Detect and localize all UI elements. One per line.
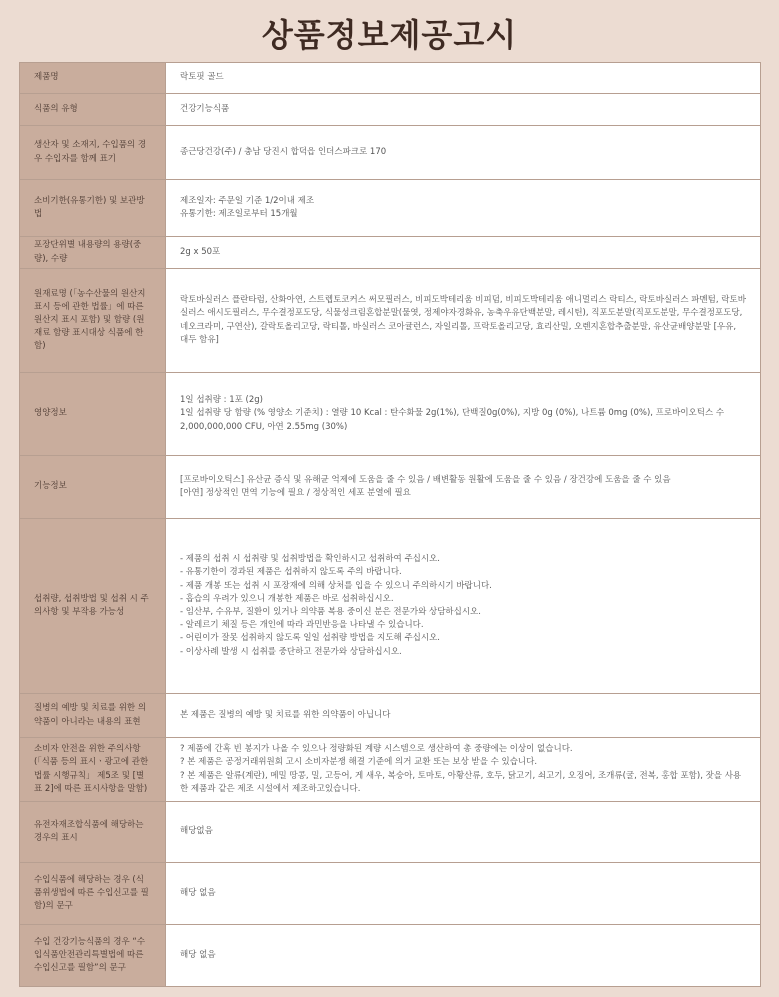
table-row <box>20 94 761 126</box>
table-row <box>20 373 761 456</box>
row-value <box>166 126 761 180</box>
table-row <box>20 180 761 237</box>
table-row <box>20 519 761 694</box>
value-line: [프로바이오틱스] 유산균 증식 및 유해균 억제에 도움을 줄 수 있음 / 배변활동 원활에 도움을 줄 수 있음 / 장건강에 도움을 줄 수 있음 <box>180 474 671 485</box>
value-line: - 임산부, 수유부, 질환이 있거나 의약품 복용 중이신 분은 전문가와 상담하십시오. <box>180 607 481 617</box>
row-value <box>166 738 761 802</box>
product-info-table <box>19 62 761 987</box>
table-row <box>20 269 761 373</box>
value-line: 1일 섭취량 : 1포 (2g) <box>180 395 263 406</box>
row-label: 유전자재조합식품에 해당하는 경우의 표시 <box>20 802 166 863</box>
value-line: [아연] 정상적인 면역 기능에 필요 / 정상적인 세포 분열에 필요 <box>180 488 411 498</box>
row-label: 생산자 및 소재지, 수입품의 경우 수입자를 함께 표기 <box>20 126 166 180</box>
row-value <box>166 519 761 694</box>
value-line: 건강기능식품 <box>180 103 230 114</box>
row-label: 영양정보 <box>20 373 166 456</box>
table-row <box>20 237 761 269</box>
value-line: 락토바실러스 플란타럼, 산화아연, 스트렙토코커스 써모필러스, 비피도박테리움 비피덤, 비피도박테리움 애니멀리스 락티스, 락토바실러스 파멘텀, 락토바실러스 애시도필러스, 무수결정포도당, 식물성크림혼합분말(물엿, 정제야자경화유, 농축우유단백분말, 레시틴), 직포도분말(직포도분말, 무수결정포도당, 네오크라미, 구연산), 갈락토올리고당, 락티톨, 바실러스 코아귤런스, 자일리톨, 프락토올리고당, 효리산밀, 오렌지혼합추출분말, 유산균배양분말 [우유, 대두 함유] <box>180 295 746 345</box>
row-label: 포장단위별 내용량의 용량(중량), 수량 <box>20 237 166 269</box>
row-value <box>166 925 761 987</box>
value-line: 해당없음 <box>180 826 213 837</box>
row-label: 섭취량, 섭취방법 및 섭취 시 주의사항 및 부작용 가능성 <box>20 519 166 694</box>
row-label: 질병의 예방 및 치료를 위한 의약품이 아니라는 내용의 표현 <box>20 694 166 738</box>
value-line: 해당 없음 <box>180 887 216 898</box>
value-line: ? 제품에 간혹 빈 봉지가 나올 수 있으나 정량화된 계량 시스템으로 생산하여 총 중량에는 이상이 없습니다. <box>180 744 573 755</box>
value-line: 1일 섭취량 당 함량 (% 영양소 기준치) : 열량 10 Kcal : 탄수화물 2g(1%), 단백질0g(0%), 지방 0g (0%), 나트륨 0mg (0%), 프로바이오틱스 수 2,000,000,000 CFU, 아연 2.55mg (30%) <box>180 408 725 432</box>
row-value <box>166 180 761 237</box>
table-row <box>20 738 761 802</box>
row-value <box>166 456 761 519</box>
table-row <box>20 802 761 863</box>
row-label: 수입식품에 해당하는 경우 (식품위생법에 따른 수입신고를 필함)의 문구 <box>20 863 166 925</box>
row-value <box>166 863 761 925</box>
table-row <box>20 456 761 519</box>
value-line: - 흡습의 우려가 있으니 개봉한 제품은 바로 섭취하십시오. <box>180 593 394 604</box>
table-row <box>20 694 761 738</box>
value-line: - 이상사례 발생 시 섭취를 중단하고 전문가와 상담하십시오. <box>180 646 402 657</box>
row-label: 소비자 안전을 위한 주의사항 (「식품 등의 표시ㆍ광고에 관한 법률 시행규칙」 제5조 및 [별표 2]에 따른 표시사항을 말함) <box>20 738 166 802</box>
row-value <box>166 94 761 126</box>
row-value <box>166 63 761 94</box>
value-line: 2g x 50포 <box>180 246 221 257</box>
row-value <box>166 237 761 269</box>
value-line: - 어린이가 잘못 섭취하지 않도록 일일 섭취량 방법을 지도해 주십시오. <box>180 633 440 644</box>
table-row <box>20 925 761 987</box>
value-line: 유통기한: 제조일로부터 15개월 <box>180 209 298 219</box>
row-label: 기능정보 <box>20 456 166 519</box>
value-line: 락토핏 골드 <box>180 72 224 83</box>
value-line: 제조일자: 주문일 기준 1/2이내 제조 <box>180 195 315 206</box>
row-value <box>166 269 761 373</box>
table-row <box>20 863 761 925</box>
row-label: 원재료명 (「농수산물의 원산지 표시 등에 관한 법률」에 따른 원산지 표시 포함) 및 함량 (원재료 함량 표시대상 식품에 한함) <box>20 269 166 373</box>
table-row <box>20 126 761 180</box>
value-line: 해당 없음 <box>180 949 216 960</box>
value-line: - 알레르기 체질 등은 개인에 따라 과민반응을 나타낼 수 있습니다. <box>180 620 424 631</box>
value-line: ? 본 제품은 공정거래위원회 고시 소비자분쟁 해결 기준에 의거 교환 또는 보상 받을 수 있습니다. <box>180 757 538 768</box>
row-value <box>166 802 761 863</box>
row-label: 소비기한(유통기한) 및 보관방법 <box>20 180 166 237</box>
value-line: - 제품의 섭취 시 섭취량 및 섭취방법을 확인하시고 섭취하여 주십시오. <box>180 554 440 565</box>
value-line: 본 제품은 질병의 예방 및 치료를 위한 의약품이 아닙니다 <box>180 709 391 720</box>
table-row <box>20 63 761 94</box>
value-line: 종근당건강(주) / 충남 당진시 합덕읍 인더스파크로 170 <box>180 146 387 157</box>
row-label: 제품명 <box>20 63 166 94</box>
row-value <box>166 694 761 738</box>
row-label: 식품의 유형 <box>20 94 166 126</box>
row-label: 수입 건강기능식품의 경우 “수입식품안전관리특별법에 따른 수입신고를 필함”의 문구 <box>20 925 166 987</box>
value-line: - 유통기한이 경과된 제품은 섭취하지 않도록 주의 바랍니다. <box>180 567 402 578</box>
value-line: ? 본 제품은 알류(계란), 메밀 땅콩, 밀, 고등어, 게 새우, 복숭아, 토마토, 아황산류, 호두, 닭고기, 쇠고기, 오징어, 조개류(굴, 전복, 홍합 포함), 잣을 사용한 제품과 같은 제조 시설에서 제조하고있습니다. <box>180 770 742 794</box>
page-title: 상품정보제공고시 <box>261 16 518 54</box>
value-line: - 제품 개봉 또는 섭취 시 포장재에 의해 상처를 입을 수 있으니 주의하시기 바랍니다. <box>180 580 492 591</box>
row-value <box>166 373 761 456</box>
